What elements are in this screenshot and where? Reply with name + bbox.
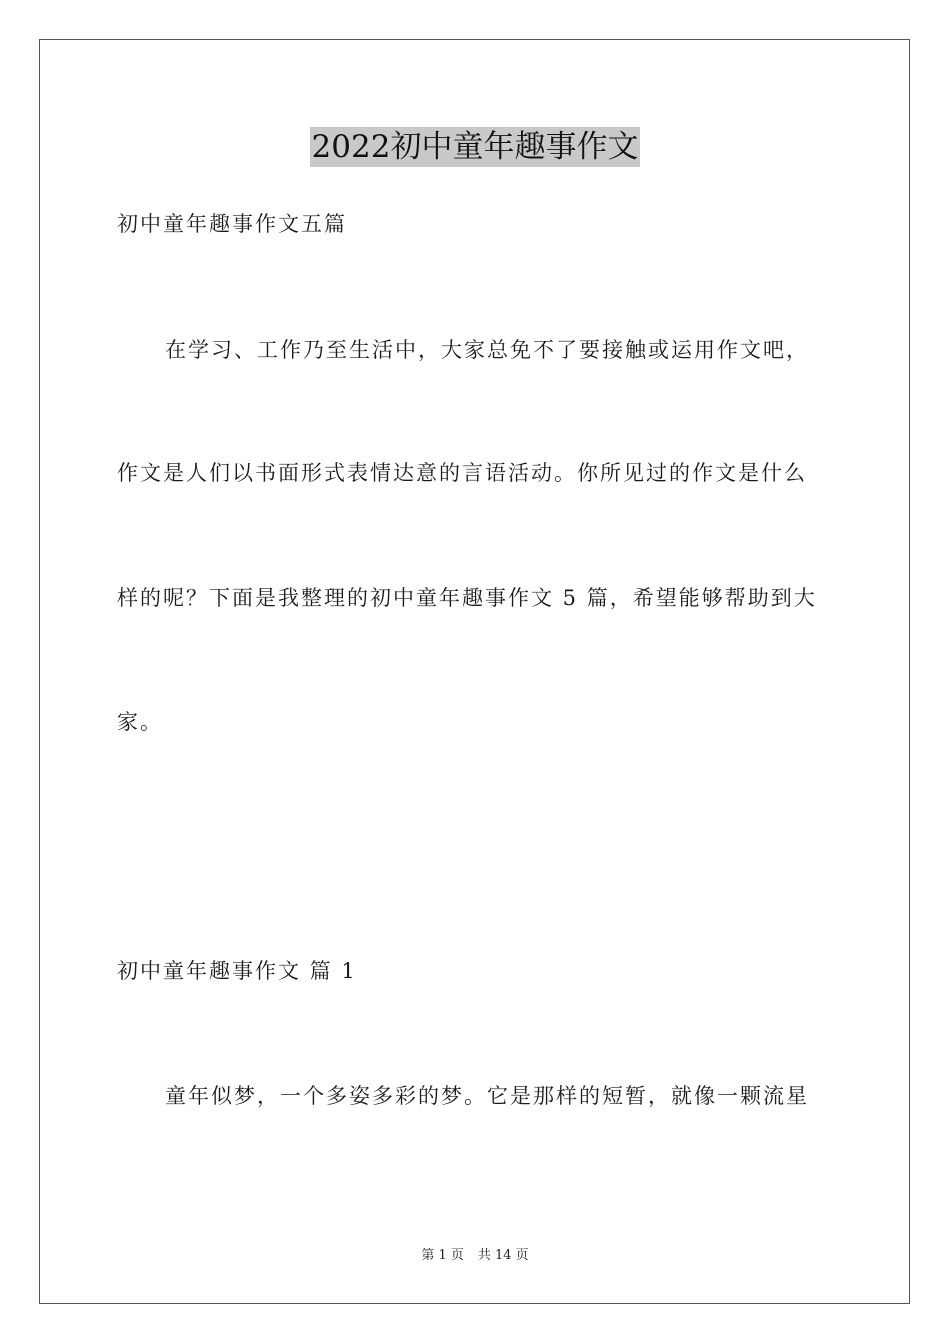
document-title: 2022初中童年趣事作文: [311, 129, 639, 165]
page-footer: [0, 1247, 950, 1265]
intro-line-2: 作文是人们以书面形式表情达意的言语活动。你所见过的作文是什么: [117, 461, 807, 485]
intro-line-3: 样的呢？下面是我整理的初中童年趣事作文 5 篇，希望能够帮助到大: [117, 586, 817, 610]
section-heading: 初中童年趣事作文 篇 1: [117, 959, 357, 983]
page-number-current: 第 1 页: [421, 1248, 464, 1263]
document-subtitle: 初中童年趣事作文五篇: [117, 212, 347, 236]
section-first-line: 童年似梦，一个多姿多彩的梦。它是那样的短暂，就像一颗流星: [165, 1084, 809, 1108]
intro-line-4: 家。: [117, 710, 163, 734]
title-container: [0, 127, 950, 167]
page-number-total: 共 14 页: [477, 1248, 529, 1263]
intro-line-1: 在学习、工作乃至生活中，大家总免不了要接触或运用作文吧，: [165, 338, 809, 362]
